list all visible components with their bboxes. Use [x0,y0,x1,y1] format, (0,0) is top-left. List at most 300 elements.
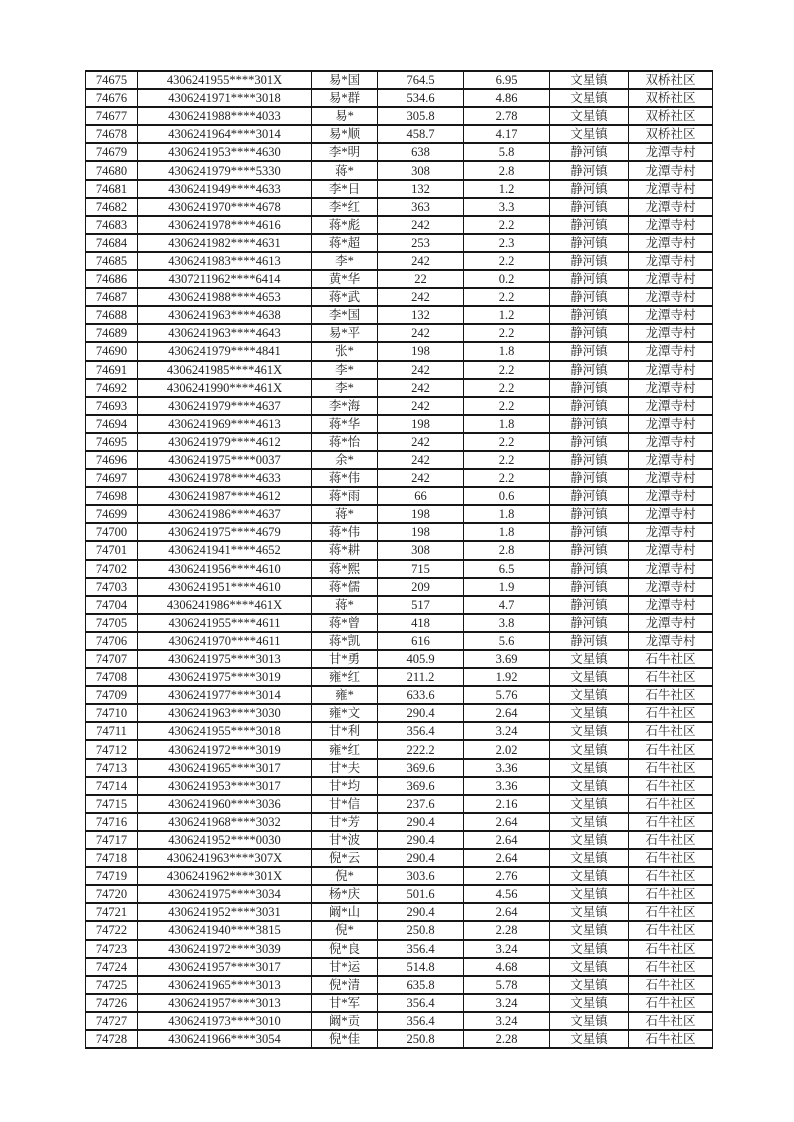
cell-masked-name: 蒋*超 [312,234,378,252]
cell-value-1: 290.4 [378,849,464,867]
cell-town: 文星镇 [550,89,629,107]
cell-serial-number: 74725 [86,976,138,994]
cell-value-1: 22 [378,270,464,288]
table-row [86,849,713,867]
table-row [86,487,713,505]
cell-value-1: 308 [378,161,464,179]
cell-serial-number: 74685 [86,252,138,270]
cell-value-2: 2.8 [464,541,550,559]
cell-masked-id-number: 4306241986****4637 [138,505,312,523]
cell-value-2: 2.2 [464,433,550,451]
cell-village: 石牛社区 [629,813,713,831]
cell-town: 静河镇 [550,216,629,234]
table-row [86,397,713,415]
cell-serial-number: 74715 [86,795,138,813]
cell-masked-name: 易*国 [312,71,378,89]
cell-masked-id-number: 4306241951****4610 [138,578,312,596]
cell-value-1: 514.8 [378,958,464,976]
table-row [86,885,713,903]
cell-masked-id-number: 4306241956****4610 [138,560,312,578]
cell-serial-number: 74691 [86,361,138,379]
cell-serial-number: 74701 [86,541,138,559]
table-row [86,686,713,704]
cell-serial-number: 74718 [86,849,138,867]
cell-masked-id-number: 4306241957****3013 [138,994,312,1012]
cell-masked-id-number: 4306241975****3013 [138,650,312,668]
table-row [86,704,713,722]
cell-masked-id-number: 4306241968****3032 [138,813,312,831]
table-row [86,668,713,686]
cell-serial-number: 74710 [86,704,138,722]
cell-masked-id-number: 4306241988****4033 [138,107,312,125]
cell-serial-number: 74683 [86,216,138,234]
cell-value-1: 356.4 [378,994,464,1012]
cell-town: 文星镇 [550,759,629,777]
cell-value-2: 1.8 [464,342,550,360]
cell-town: 静河镇 [550,180,629,198]
table-row [86,234,713,252]
table-row [86,361,713,379]
cell-value-2: 1.2 [464,306,550,324]
cell-value-1: 356.4 [378,1012,464,1030]
table-row [86,578,713,596]
cell-masked-id-number: 4306241978****4616 [138,216,312,234]
cell-village: 石牛社区 [629,777,713,795]
cell-masked-name: 蒋*武 [312,288,378,306]
cell-value-1: 242 [378,361,464,379]
cell-serial-number: 74682 [86,198,138,216]
table-row [86,903,713,921]
cell-masked-name: 李*红 [312,198,378,216]
cell-village: 龙潭寺村 [629,523,713,541]
cell-value-2: 1.8 [464,523,550,541]
cell-value-2: 0.2 [464,270,550,288]
cell-town: 静河镇 [550,270,629,288]
table-row [86,722,713,740]
cell-value-1: 356.4 [378,940,464,958]
cell-masked-name: 甘*军 [312,994,378,1012]
cell-value-2: 1.9 [464,578,550,596]
cell-village: 龙潭寺村 [629,198,713,216]
cell-value-1: 616 [378,632,464,650]
cell-village: 龙潭寺村 [629,451,713,469]
cell-serial-number: 74708 [86,668,138,686]
cell-masked-name: 倪* [312,921,378,939]
cell-value-1: 764.5 [378,71,464,89]
cell-masked-id-number: 4306241940****3815 [138,921,312,939]
cell-town: 文星镇 [550,650,629,668]
cell-value-2: 1.8 [464,415,550,433]
cell-masked-name: 余* [312,451,378,469]
cell-town: 静河镇 [550,198,629,216]
cell-serial-number: 74702 [86,560,138,578]
cell-masked-name: 李* [312,361,378,379]
table-row [86,1012,713,1030]
table-row [86,976,713,994]
cell-masked-name: 雍*文 [312,704,378,722]
cell-value-2: 2.2 [464,451,550,469]
cell-serial-number: 74714 [86,777,138,795]
table-row [86,216,713,234]
cell-value-1: 290.4 [378,831,464,849]
cell-village: 龙潭寺村 [629,433,713,451]
cell-serial-number: 74707 [86,650,138,668]
cell-masked-name: 蒋*儒 [312,578,378,596]
cell-serial-number: 74699 [86,505,138,523]
cell-value-2: 2.02 [464,740,550,758]
cell-village: 石牛社区 [629,921,713,939]
cell-masked-name: 易*平 [312,324,378,342]
cell-masked-id-number: 4306241963****4643 [138,324,312,342]
cell-value-1: 501.6 [378,885,464,903]
cell-masked-id-number: 4306241975****3034 [138,885,312,903]
cell-value-1: 242 [378,469,464,487]
cell-village: 龙潭寺村 [629,180,713,198]
cell-town: 文星镇 [550,795,629,813]
table-row [86,89,713,107]
cell-serial-number: 74723 [86,940,138,958]
roster-table-body [86,71,713,1048]
cell-masked-id-number: 4306241953****3017 [138,777,312,795]
cell-masked-id-number: 4306241960****3036 [138,795,312,813]
table-row [86,994,713,1012]
cell-village: 龙潭寺村 [629,596,713,614]
cell-town: 文星镇 [550,849,629,867]
cell-town: 静河镇 [550,288,629,306]
cell-town: 文星镇 [550,921,629,939]
cell-masked-id-number: 4306241978****4633 [138,469,312,487]
cell-serial-number: 74717 [86,831,138,849]
cell-serial-number: 74709 [86,686,138,704]
cell-value-2: 2.2 [464,252,550,270]
cell-serial-number: 74706 [86,632,138,650]
cell-town: 静河镇 [550,306,629,324]
cell-town: 文星镇 [550,107,629,125]
cell-serial-number: 74689 [86,324,138,342]
cell-village: 龙潭寺村 [629,614,713,632]
cell-value-1: 132 [378,180,464,198]
cell-village: 石牛社区 [629,994,713,1012]
cell-masked-name: 李*明 [312,143,378,161]
cell-value-2: 2.64 [464,831,550,849]
cell-value-1: 132 [378,306,464,324]
cell-masked-id-number: 4306241955****3018 [138,722,312,740]
cell-masked-id-number: 4306241964****3014 [138,125,312,143]
cell-town: 文星镇 [550,668,629,686]
cell-village: 石牛社区 [629,795,713,813]
table-row [86,596,713,614]
cell-masked-id-number: 4306241955****301X [138,71,312,89]
cell-village: 龙潭寺村 [629,379,713,397]
cell-masked-name: 甘*运 [312,958,378,976]
cell-serial-number: 74677 [86,107,138,125]
cell-masked-id-number: 4306241975****3019 [138,668,312,686]
cell-masked-id-number: 4306241972****3039 [138,940,312,958]
cell-masked-id-number: 4306241988****4653 [138,288,312,306]
cell-value-2: 2.64 [464,849,550,867]
cell-serial-number: 74722 [86,921,138,939]
cell-masked-name: 雍* [312,686,378,704]
table-row [86,759,713,777]
table-row [86,650,713,668]
cell-town: 静河镇 [550,361,629,379]
cell-village: 龙潭寺村 [629,234,713,252]
cell-village: 石牛社区 [629,686,713,704]
cell-serial-number: 74713 [86,759,138,777]
cell-masked-name: 阚*山 [312,903,378,921]
cell-village: 石牛社区 [629,668,713,686]
cell-value-1: 458.7 [378,125,464,143]
cell-masked-name: 李*日 [312,180,378,198]
cell-value-2: 2.76 [464,867,550,885]
cell-masked-name: 蒋*熙 [312,560,378,578]
cell-masked-id-number: 4306241972****3019 [138,740,312,758]
cell-value-2: 1.8 [464,505,550,523]
cell-masked-id-number: 4306241962****301X [138,867,312,885]
cell-town: 文星镇 [550,125,629,143]
cell-serial-number: 74687 [86,288,138,306]
cell-masked-name: 蒋* [312,596,378,614]
table-row [86,614,713,632]
cell-masked-id-number: 4306241963****307X [138,849,312,867]
cell-serial-number: 74695 [86,433,138,451]
cell-masked-id-number: 4306241941****4652 [138,541,312,559]
table-row [86,1030,713,1048]
cell-town: 静河镇 [550,614,629,632]
cell-value-1: 633.6 [378,686,464,704]
table-row [86,270,713,288]
cell-masked-name: 甘*夫 [312,759,378,777]
cell-value-2: 0.6 [464,487,550,505]
cell-village: 龙潭寺村 [629,541,713,559]
cell-value-1: 405.9 [378,650,464,668]
cell-serial-number: 74700 [86,523,138,541]
cell-masked-name: 易*顺 [312,125,378,143]
cell-masked-name: 蒋*彪 [312,216,378,234]
cell-village: 石牛社区 [629,885,713,903]
cell-serial-number: 74684 [86,234,138,252]
cell-value-2: 2.16 [464,795,550,813]
cell-masked-id-number: 4306241975****4679 [138,523,312,541]
cell-village: 龙潭寺村 [629,415,713,433]
cell-village: 龙潭寺村 [629,161,713,179]
cell-masked-id-number: 4306241985****461X [138,361,312,379]
cell-masked-name: 杨*庆 [312,885,378,903]
cell-serial-number: 74694 [86,415,138,433]
table-row [86,125,713,143]
cell-value-2: 5.76 [464,686,550,704]
cell-value-2: 4.17 [464,125,550,143]
cell-town: 文星镇 [550,867,629,885]
cell-value-1: 517 [378,596,464,614]
cell-masked-id-number: 4306241975****0037 [138,451,312,469]
cell-value-2: 5.8 [464,143,550,161]
cell-village: 龙潭寺村 [629,252,713,270]
cell-serial-number: 74703 [86,578,138,596]
cell-village: 双桥社区 [629,125,713,143]
cell-village: 石牛社区 [629,831,713,849]
cell-serial-number: 74690 [86,342,138,360]
cell-town: 文星镇 [550,704,629,722]
cell-value-2: 4.56 [464,885,550,903]
cell-masked-id-number: 4306241957****3017 [138,958,312,976]
cell-masked-name: 雍*红 [312,668,378,686]
cell-value-1: 237.6 [378,795,464,813]
cell-town: 文星镇 [550,1012,629,1030]
cell-masked-name: 甘*勇 [312,650,378,668]
cell-masked-id-number: 4306241982****4631 [138,234,312,252]
cell-masked-id-number: 4306241966****3054 [138,1030,312,1048]
cell-town: 文星镇 [550,903,629,921]
table-row [86,161,713,179]
cell-value-2: 2.2 [464,397,550,415]
cell-value-2: 2.2 [464,361,550,379]
cell-value-1: 242 [378,433,464,451]
cell-village: 龙潭寺村 [629,288,713,306]
cell-town: 静河镇 [550,433,629,451]
table-row [86,107,713,125]
cell-town: 文星镇 [550,777,629,795]
cell-serial-number: 74698 [86,487,138,505]
cell-masked-name: 易* [312,107,378,125]
cell-value-2: 4.86 [464,89,550,107]
table-row [86,324,713,342]
cell-value-2: 2.28 [464,921,550,939]
cell-masked-id-number: 4306241952****0030 [138,831,312,849]
cell-village: 龙潭寺村 [629,487,713,505]
cell-masked-name: 蒋*怡 [312,433,378,451]
table-row [86,795,713,813]
cell-town: 静河镇 [550,451,629,469]
cell-value-1: 211.2 [378,668,464,686]
cell-masked-name: 蒋*雨 [312,487,378,505]
table-row [86,306,713,324]
cell-town: 静河镇 [550,324,629,342]
cell-value-1: 242 [378,379,464,397]
cell-town: 静河镇 [550,523,629,541]
cell-masked-name: 蒋*华 [312,415,378,433]
cell-value-2: 1.92 [464,668,550,686]
cell-value-1: 253 [378,234,464,252]
cell-village: 石牛社区 [629,1012,713,1030]
table-row [86,342,713,360]
cell-masked-id-number: 4306241979****5330 [138,161,312,179]
cell-village: 石牛社区 [629,849,713,867]
table-row [86,415,713,433]
cell-masked-id-number: 4306241979****4612 [138,433,312,451]
cell-value-2: 2.28 [464,1030,550,1048]
cell-value-2: 2.2 [464,379,550,397]
cell-town: 静河镇 [550,379,629,397]
cell-town: 文星镇 [550,976,629,994]
cell-value-2: 2.64 [464,704,550,722]
cell-masked-id-number: 4306241987****4612 [138,487,312,505]
cell-value-2: 2.3 [464,234,550,252]
cell-village: 龙潭寺村 [629,397,713,415]
cell-serial-number: 74712 [86,740,138,758]
cell-town: 文星镇 [550,831,629,849]
cell-serial-number: 74678 [86,125,138,143]
cell-village: 石牛社区 [629,976,713,994]
cell-value-1: 222.2 [378,740,464,758]
cell-masked-name: 甘*利 [312,722,378,740]
cell-value-2: 3.69 [464,650,550,668]
cell-town: 文星镇 [550,740,629,758]
cell-value-2: 3.24 [464,940,550,958]
cell-town: 静河镇 [550,560,629,578]
cell-value-2: 1.2 [464,180,550,198]
cell-value-1: 242 [378,252,464,270]
cell-village: 双桥社区 [629,107,713,125]
cell-value-2: 3.24 [464,1012,550,1030]
cell-value-2: 2.2 [464,288,550,306]
cell-value-1: 66 [378,487,464,505]
cell-town: 静河镇 [550,252,629,270]
cell-village: 龙潭寺村 [629,578,713,596]
cell-value-1: 305.8 [378,107,464,125]
table-row [86,451,713,469]
cell-masked-id-number: 4306241986****461X [138,596,312,614]
cell-masked-name: 黄*华 [312,270,378,288]
cell-masked-id-number: 4306241973****3010 [138,1012,312,1030]
cell-village: 龙潭寺村 [629,632,713,650]
cell-village: 石牛社区 [629,759,713,777]
cell-masked-id-number: 4306241970****4678 [138,198,312,216]
cell-village: 龙潭寺村 [629,505,713,523]
cell-masked-id-number: 4306241979****4637 [138,397,312,415]
cell-village: 石牛社区 [629,740,713,758]
cell-masked-name: 雍*红 [312,740,378,758]
cell-town: 文星镇 [550,885,629,903]
cell-masked-name: 甘*芳 [312,813,378,831]
cell-town: 文星镇 [550,994,629,1012]
cell-masked-name: 倪*云 [312,849,378,867]
cell-value-2: 2.8 [464,161,550,179]
cell-value-2: 4.7 [464,596,550,614]
cell-town: 静河镇 [550,234,629,252]
cell-value-2: 2.2 [464,216,550,234]
cell-masked-id-number: 4306241953****4630 [138,143,312,161]
cell-village: 龙潭寺村 [629,361,713,379]
cell-masked-name: 甘*信 [312,795,378,813]
cell-serial-number: 74719 [86,867,138,885]
cell-town: 静河镇 [550,632,629,650]
cell-masked-name: 蒋* [312,505,378,523]
cell-masked-id-number: 4306241970****4611 [138,632,312,650]
cell-value-2: 3.3 [464,198,550,216]
cell-town: 静河镇 [550,596,629,614]
cell-serial-number: 74676 [86,89,138,107]
table-row [86,560,713,578]
table-row [86,740,713,758]
cell-value-1: 290.4 [378,704,464,722]
cell-value-2: 2.64 [464,813,550,831]
cell-masked-name: 张* [312,342,378,360]
table-row [86,180,713,198]
cell-value-1: 198 [378,415,464,433]
cell-masked-name: 倪*良 [312,940,378,958]
roster-table [85,70,713,1049]
cell-serial-number: 74693 [86,397,138,415]
cell-value-1: 290.4 [378,903,464,921]
cell-masked-id-number: 4306241949****4633 [138,180,312,198]
cell-value-2: 2.78 [464,107,550,125]
cell-masked-id-number: 4306241952****3031 [138,903,312,921]
table-row [86,505,713,523]
cell-value-1: 198 [378,342,464,360]
cell-masked-id-number: 4306241983****4613 [138,252,312,270]
cell-masked-id-number: 4306241963****4638 [138,306,312,324]
